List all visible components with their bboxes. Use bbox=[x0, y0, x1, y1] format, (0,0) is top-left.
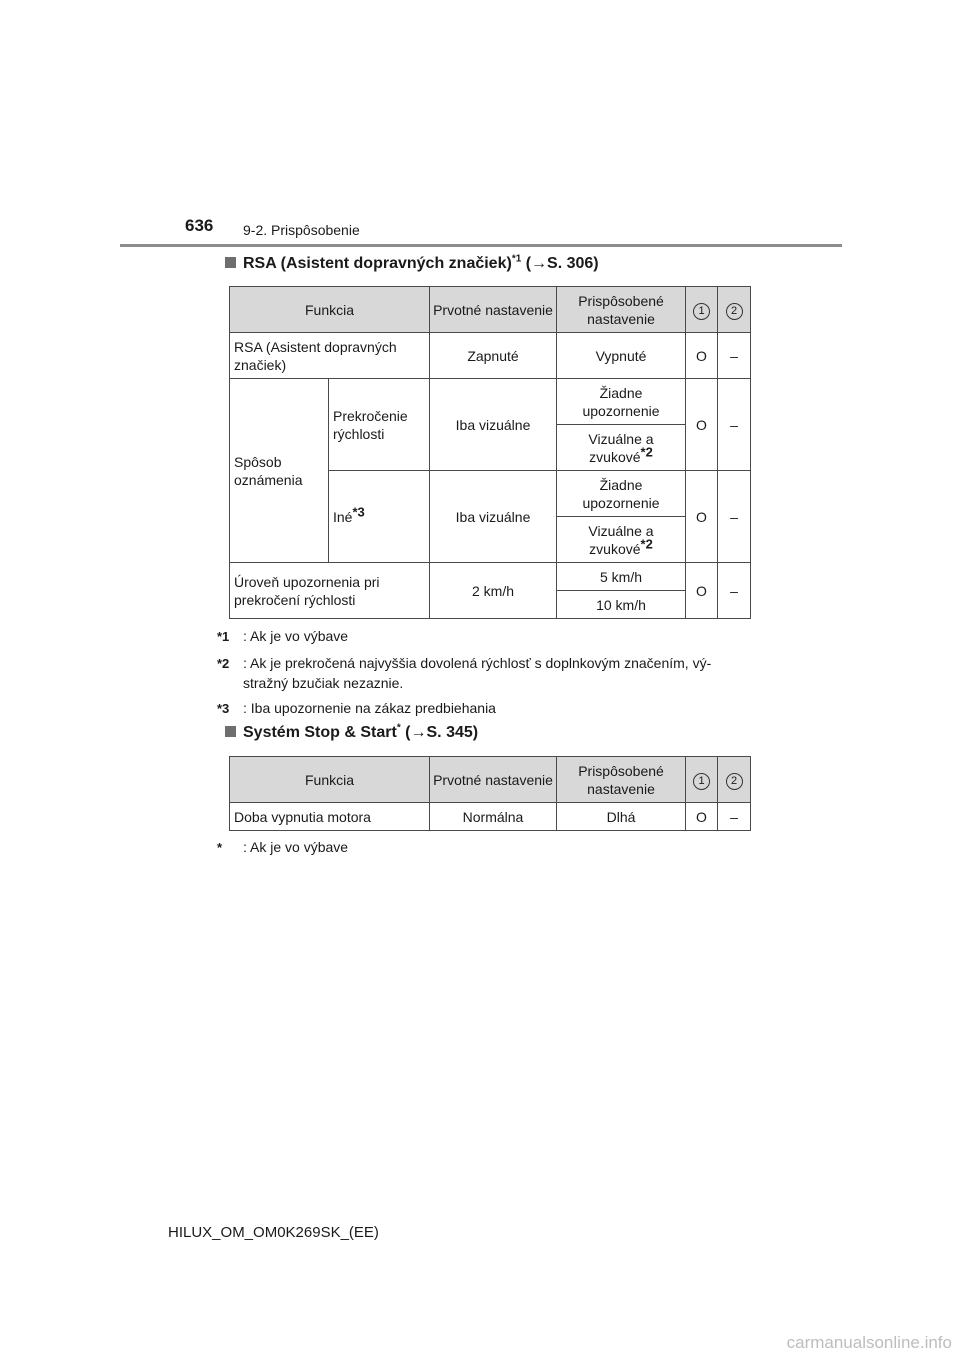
cell-initial: 2 km/h bbox=[430, 563, 557, 619]
table-row bbox=[230, 379, 751, 425]
col-header-initial: Prvotné nastavenie bbox=[430, 757, 557, 803]
cell-custom: Vypnuté bbox=[557, 333, 686, 379]
footnote-3: *3 : Iba upozornenie na zákaz predbiehania bbox=[217, 700, 496, 716]
cell-custom: Vizuálne a zvukové$^{*2}$ bbox=[557, 517, 686, 563]
footnote-1: *1 : Ak je vo výbave bbox=[217, 628, 349, 644]
col-header-initial: Prvotné nastavenie bbox=[430, 287, 557, 333]
square-bullet-icon bbox=[225, 726, 236, 737]
circled-2-icon: 2 bbox=[726, 303, 743, 320]
table-row bbox=[230, 803, 751, 831]
cell-custom: Dlhá bbox=[557, 803, 686, 831]
col-header-custom: Prispôsobené nastavenie bbox=[557, 757, 686, 803]
circled-2-icon: 2 bbox=[726, 773, 743, 790]
cell-function: Spôsob oznámenia bbox=[230, 379, 329, 563]
cell-method-2: – bbox=[718, 379, 751, 471]
table-row bbox=[230, 333, 751, 379]
section-title-rsa: RSA (Asistent dopravných značiek)$^{*1}$ (→S. 306) bbox=[225, 255, 599, 273]
cell-method-2: – bbox=[718, 333, 751, 379]
table-row bbox=[230, 563, 751, 591]
cell-initial: Zapnuté bbox=[430, 333, 557, 379]
cell-method-1: O bbox=[686, 379, 718, 471]
square-bullet-icon bbox=[225, 257, 236, 268]
footnote-stop-start: * : Ak je vo výbave bbox=[217, 839, 349, 855]
cell-custom: Žiadne upozornenie bbox=[557, 379, 686, 425]
cell-custom: Vizuálne a zvukové$^{*2}$ bbox=[557, 425, 686, 471]
cell-function: RSA (Asistent dopravných značiek) bbox=[230, 333, 430, 379]
page-reference[interactable]: (→S. 306) bbox=[525, 255, 599, 272]
cell-custom: 10 km/h bbox=[557, 591, 686, 619]
col-header-method-2 bbox=[718, 287, 751, 333]
page-number: 636 bbox=[185, 216, 214, 235]
cell-initial: Normálna bbox=[430, 803, 557, 831]
cell-function: Úroveň upozornenia pri prekročení rýchlosti bbox=[230, 563, 430, 619]
cell-method-2: – bbox=[718, 563, 751, 619]
footnote-mark: *1 bbox=[511, 253, 522, 265]
footnote-mark: *2 bbox=[640, 535, 653, 551]
document-code: HILUX_OM_OM0K269SK_(EE) bbox=[168, 1224, 379, 1241]
cell-subfunction: Iné$^{*3}$ bbox=[329, 471, 430, 563]
cell-subfunction: Prekročenie rýchlosti bbox=[329, 379, 430, 471]
rsa-settings-table bbox=[229, 286, 751, 619]
footnote-mark: *2 bbox=[640, 443, 653, 459]
stop-start-settings-table bbox=[229, 756, 751, 831]
cell-initial: Iba vizuálne bbox=[430, 471, 557, 563]
header-rule bbox=[120, 244, 842, 247]
cell-initial: Iba vizuálne bbox=[430, 379, 557, 471]
cell-method-1: O bbox=[686, 471, 718, 563]
cell-custom: 5 km/h bbox=[557, 563, 686, 591]
cell-function: Doba vypnutia motora bbox=[230, 803, 430, 831]
cell-method-1: O bbox=[686, 333, 718, 379]
footnote-mark: *3 bbox=[352, 503, 365, 519]
cell-method-1: O bbox=[686, 563, 718, 619]
section-title-stop-start: Systém Stop & Start* (→S. 345) bbox=[225, 724, 478, 742]
watermark: carmanualsonline.info bbox=[786, 1333, 952, 1352]
circled-1-icon: 1 bbox=[693, 303, 710, 320]
circled-1-icon: 1 bbox=[693, 773, 710, 790]
col-header-method-1 bbox=[686, 287, 718, 333]
col-header-function: Funkcia bbox=[230, 287, 430, 333]
col-header-custom: Prispôsobené nastavenie bbox=[557, 287, 686, 333]
footnote-mark: * bbox=[396, 722, 401, 734]
chapter-title: 9-2. Prispôsobenie bbox=[243, 222, 360, 238]
cell-method-1: O bbox=[686, 803, 718, 831]
cell-method-2: – bbox=[718, 803, 751, 831]
col-header-method-2 bbox=[718, 757, 751, 803]
footnote-2: *2 : Ak je prekročená najvyššia dovolená rýchlosť s doplnkovým značením, vý-stražný bzučiak nezaznie. bbox=[217, 655, 712, 691]
col-header-function: Funkcia bbox=[230, 757, 430, 803]
cell-custom: Žiadne upozornenie bbox=[557, 471, 686, 517]
cell-method-2: – bbox=[718, 471, 751, 563]
col-header-method-1 bbox=[686, 757, 718, 803]
page-reference[interactable]: (→S. 345) bbox=[405, 724, 479, 741]
